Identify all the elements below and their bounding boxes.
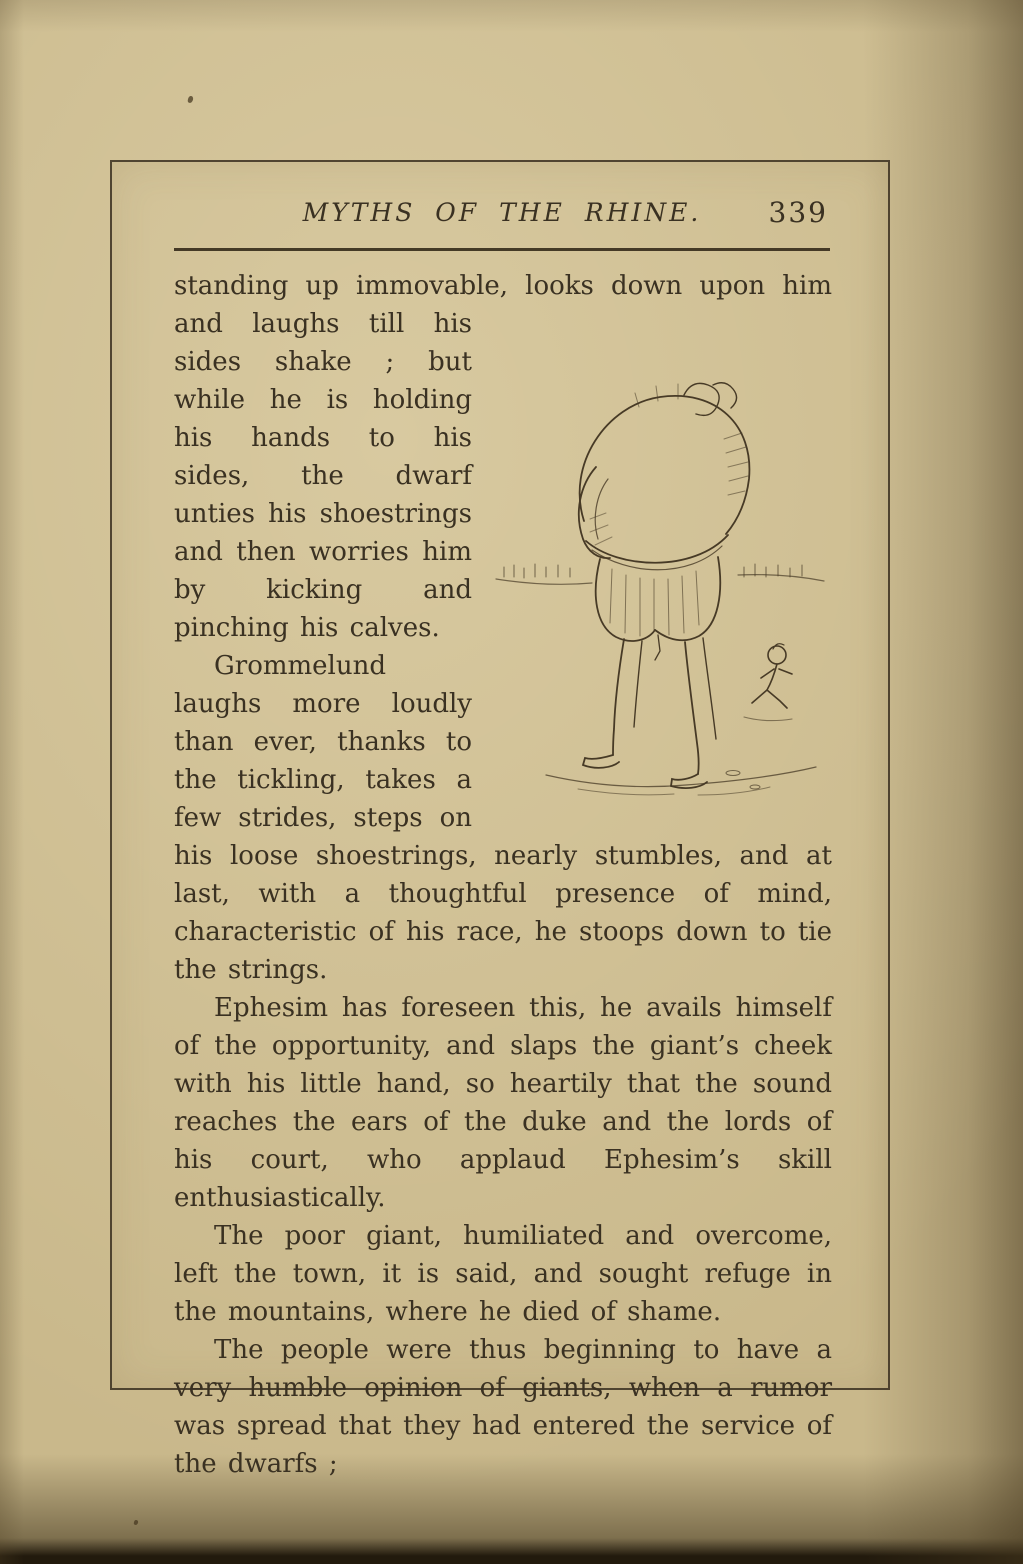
- paragraph: The poor giant, humiliated and overcome, left the town, it is said, and sought refuge in the mountains, where he died of shame.: [174, 1221, 832, 1327]
- paper-speck: [187, 95, 194, 103]
- header-rule: [174, 248, 830, 251]
- running-title: MYTHS OF THE RHINE.: [302, 198, 702, 227]
- paragraph-lead: standing up immovable, looks down upon him and: [174, 271, 832, 339]
- paper-speck: [133, 1520, 138, 1526]
- running-header: [174, 198, 830, 238]
- paragraph-continuation: [174, 267, 832, 647]
- paragraph: Ephesim has foreseen this, he avails himself of the opportunity, and slaps the giant’s cheek with his little hand, so heartily that the sound reaches the ears of the duke and the lords of his court, who applaud Ephesim’s skill enthusiastically.: [174, 993, 832, 1213]
- body-text: [174, 267, 832, 1483]
- paragraph: The people were thus beginning to have a very humble opinion of giants, when a rumor was spread that they had entered the service of the dwarfs ;: [174, 1335, 832, 1479]
- page-frame: [110, 160, 890, 1479]
- paragraph: Grommelund laughs more loudly than ever, thanks to the tickling, takes a few strides, steps on his loose shoestrings, nearly stumbles, and at last, with a thoughtful presence of mind, characteristic of his race, he stoops down to tie the strings.: [174, 651, 832, 985]
- paragraph-rest: laughs till his sides shake ; but while he is holding his hands to his sides, the dwarf unties his shoestrings and then worries him by kicking and pinching his calves.: [174, 309, 473, 643]
- giant-dwarf-illustration: [488, 343, 832, 823]
- page-number: 339: [768, 196, 828, 229]
